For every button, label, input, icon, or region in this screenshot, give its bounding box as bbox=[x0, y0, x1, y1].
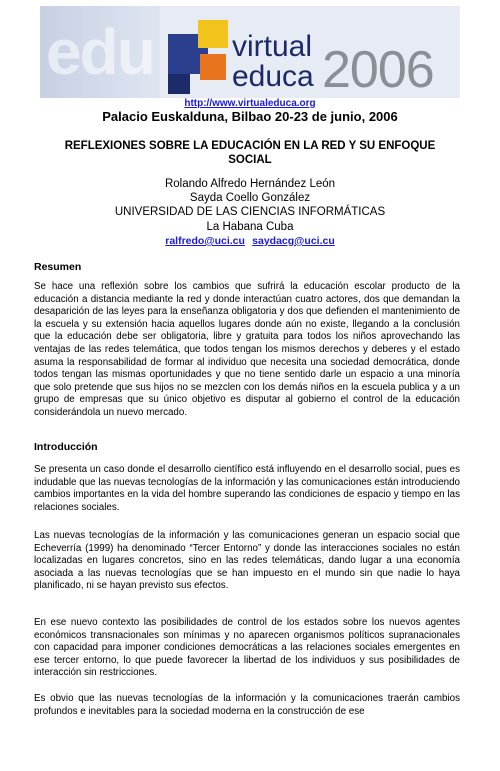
author-email-link[interactable]: saydacg@uci.cu bbox=[252, 234, 335, 247]
author-location: La Habana Cuba bbox=[206, 220, 294, 233]
logo-orange-square bbox=[200, 54, 226, 80]
author-emails bbox=[0, 234, 500, 248]
logo-dark-square bbox=[168, 74, 190, 94]
logo-year: 2006 bbox=[322, 41, 434, 99]
author-block bbox=[0, 177, 500, 248]
abstract-paragraph: Se hace una reflexión sobre los cambios que sufrirá la educación escolar producto de la educación a distancia mediante la red y donde interactúan cuatro actores, dos que demandan la desaparición de las leyes para la enseñanza obligatoria y dos que defienden el mantenimiento de la escuela y su extensión hacia aquellos lugares donde aún no existe, llegando a la conclusión que la educación debe ser obligatoria, libre y gratuita para todos los niños aprovechando las ventajas de las redes telemática, que todos tengan los mismos derechos y deberes y el estado asuma la responsabilidad de formar al individuo que necesita una sociedad democrática, donde todos tengan las mismas oportunidades y que no tiene sentido darle un espacio a una minoría que solo pretende que sus hijos no se mezclen con los demás niños en la escuela publica y a un grupo de empresas que su único objetivo es disputar al gobierno el control de la educación considerándola un nuevo mercado. bbox=[34, 281, 460, 418]
intro-paragraph: Se presenta un caso donde el desarrollo científico está influyendo en el desarrollo social, pues es indudable que las nuevas tecnologías de la información y las comunicaciones están introduciendo cambios importantes en la vida del hombre superando las condiciones de espacio y tiempo en las relaciones sociales. bbox=[34, 464, 460, 513]
conference-venue: Palacio Euskalduna, Bilbao 20-23 de junio, 2006 bbox=[102, 109, 398, 124]
intro-paragraph: Las nuevas tecnologías de la información y las comunicaciones generan un espacio social que Echeverría (1999) ha denominado “Tercer Entorno” y donde las interacciones sociales no están localizadas en lugares concretos, sino en las redes telemáticas, dando lugar a una economía asociada a las nuevas tecnologías que se han impuesto en el mundo sin que nadie lo haya planificado, ni se hayan previsto sus efectos. bbox=[34, 530, 460, 592]
intro-paragraph: En ese nuevo contexto las posibilidades de control de los estados sobre los nuevos agentes económicos transnacionales son mínimas y no aparecen organismos políticos supranacionales con capacidad para imponer condiciones democráticas a las relaciones sociales emergentes en ese tercer entorno, lo que puede favorecer la libertad de los individuos y sus posibilidades de interacción sin restricciones. bbox=[34, 617, 460, 679]
paper-title: REFLEXIONES SOBRE LA EDUCACIÓN EN LA RED Y SU ENFOQUE SOCIAL bbox=[64, 140, 436, 166]
logo-yellow-square bbox=[198, 20, 228, 48]
author-institution: UNIVERSIDAD DE LAS CIENCIAS INFORMÁTICAS bbox=[114, 206, 386, 219]
conference-url-link[interactable]: http://www.virtualeduca.org bbox=[184, 98, 316, 109]
logo-word-virtual: virtual bbox=[232, 30, 313, 63]
banner-watermark-text: edu bbox=[46, 16, 154, 88]
author-name: Rolando Alfredo Hernández León bbox=[164, 178, 336, 190]
section-heading-resumen: Resumen bbox=[34, 261, 82, 273]
logo-word-educa: educa bbox=[232, 60, 314, 93]
author-name: Sayda Coello González bbox=[189, 192, 311, 205]
author-email-link[interactable]: ralfredo@uci.cu bbox=[165, 234, 245, 247]
section-heading-introduccion: Introducción bbox=[34, 441, 98, 453]
intro-paragraph: Es obvio que las nuevas tecnologías de la información y la comunicaciones traerán cambios profundos e inevitables para la sociedad moderna en la construcción de ese bbox=[34, 693, 460, 717]
virtual-educa-banner bbox=[40, 6, 460, 98]
